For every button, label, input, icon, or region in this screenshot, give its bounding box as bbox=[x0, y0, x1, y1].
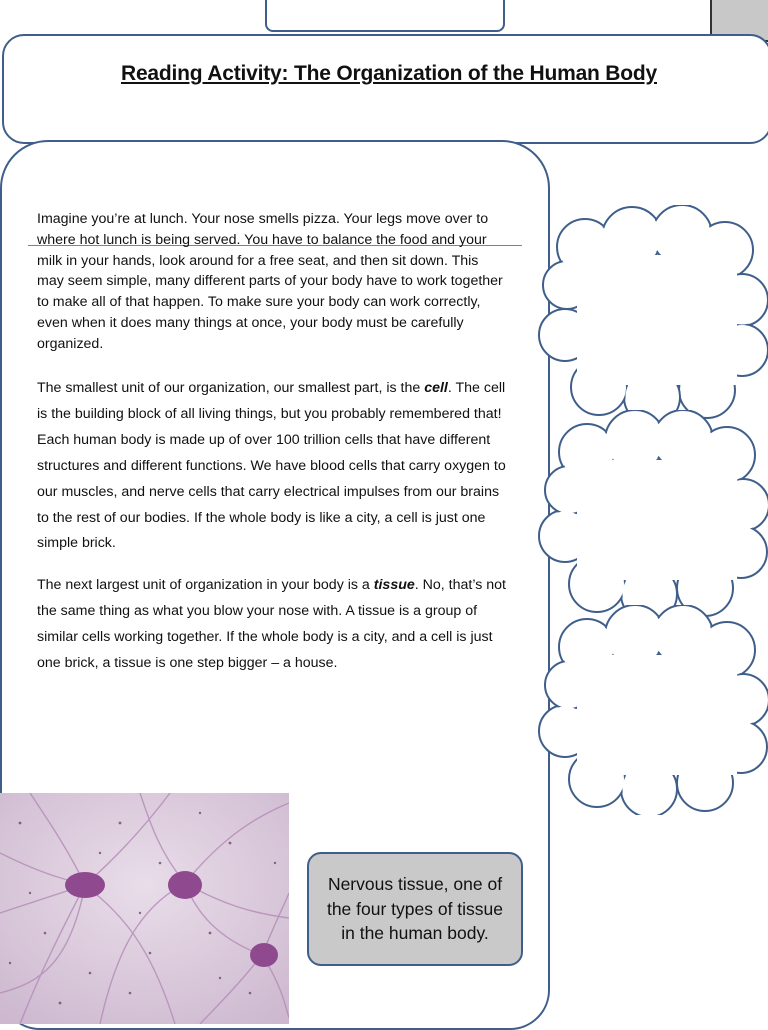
caption-box bbox=[307, 852, 523, 966]
paragraph-tissue-text-before: The next largest unit of organization in your body is a bbox=[37, 577, 374, 593]
term-tissue: tissue bbox=[373, 577, 415, 593]
nervous-tissue-micrograph-icon bbox=[0, 793, 289, 1024]
cloud-shape-3 bbox=[537, 605, 768, 815]
cloud-shape-1 bbox=[537, 205, 768, 423]
title-banner bbox=[2, 34, 768, 144]
paragraph-cell bbox=[37, 376, 507, 557]
top-tab bbox=[265, 0, 505, 32]
paragraph-tissue-text-after: . No, that’s not the same thing as what you blow your nose with. A tissue is a group of similar cells working together. If the whole body is a city, and a cell is just one brick, a tissue is one step bigger – a house. bbox=[37, 577, 507, 671]
term-cell: cell bbox=[424, 380, 448, 396]
paragraph-tissue bbox=[37, 572, 507, 676]
page-title: Reading Activity: The Organization of the Human Body bbox=[120, 62, 658, 85]
cloud-shape-2 bbox=[537, 410, 768, 620]
paragraph-cell-text-after: . The cell is the building block of all living things, but you probably remembered that! Each human body is made up of over 100 trillion cells that have different structures and different functions. We have blood cells that carry oxygen to our muscles, and nerve cells that carry electrical impulses from our brains to the rest of our bodies. If the whole body is like a city, a cell is just one simple brick. bbox=[37, 380, 506, 552]
paragraph-intro: Imagine you’re at lunch. Your nose smells pizza. Your legs move over to where hot lunch is being served. You have to balance the food and your milk in your hands, look around for a free seat, and then sit down. This may seem simple, many different parts of your body have to work together to make all of that happen. To make sure your body can work correctly, even when it does many things at once, your body must be carefully organized. bbox=[37, 211, 503, 352]
image-caption: Nervous tissue, one of the four types of tissue in the human body. bbox=[326, 874, 504, 944]
paragraph-cell-text-before: The smallest unit of our organization, our smallest part, is the bbox=[37, 380, 425, 396]
